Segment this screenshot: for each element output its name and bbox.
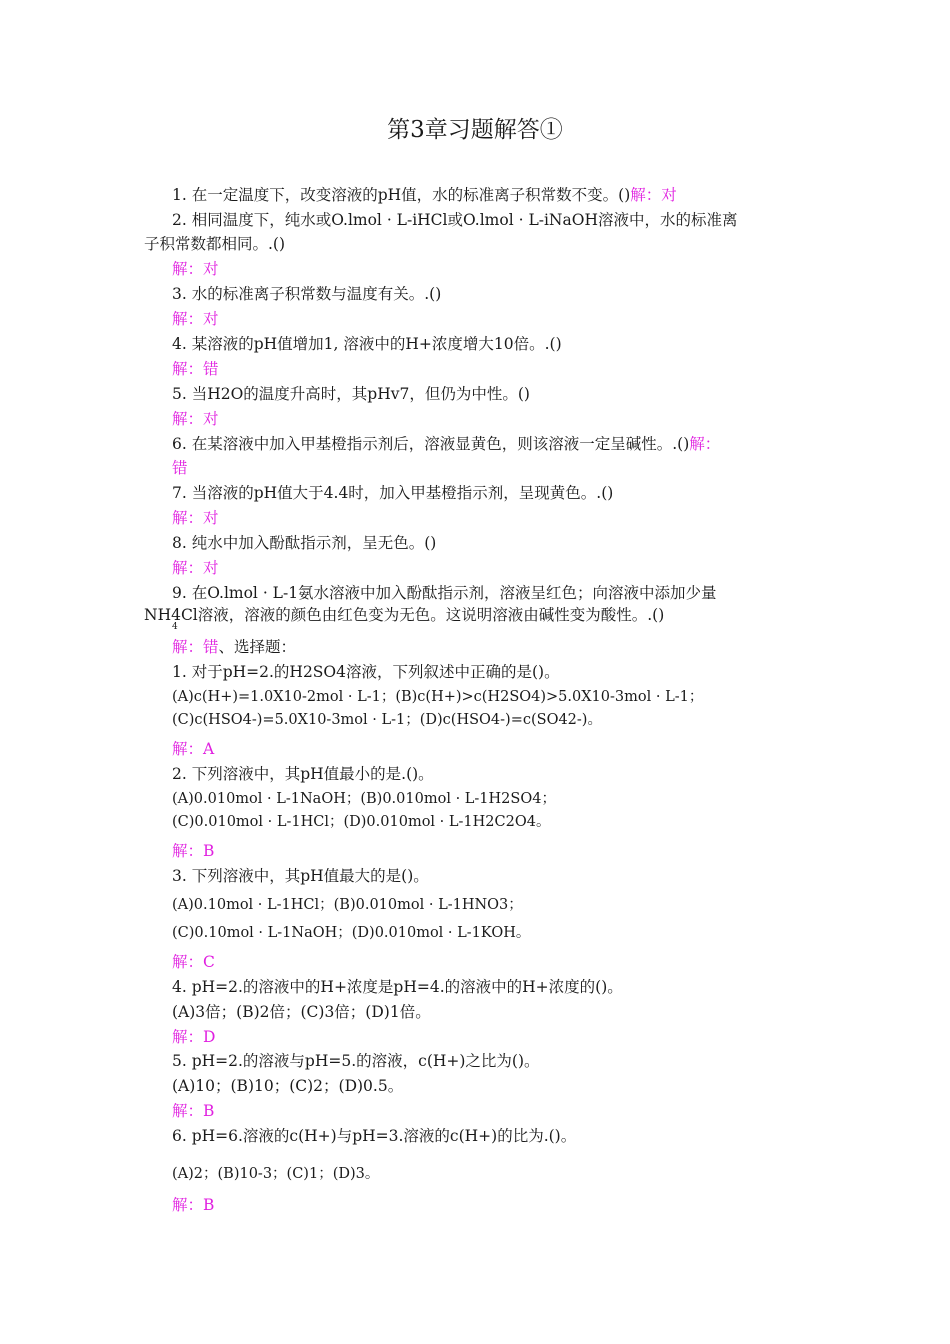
question-text: 5. 当H2O的温度升高时，其pHv7，但仍为中性。() [172, 385, 530, 403]
question-text: 7. 当溶液的pH值大于4.4时，加入甲基橙指示剂，呈现黄色。.() [172, 484, 614, 502]
answer-text: 解：D [172, 1028, 216, 1046]
option-line: (A)c(H+)=1.0X10-2mol · L-1；(B)c(H+)>c(H2SO4)>5.0X10-3mol · L-1； [172, 689, 704, 705]
answer-text: 解： [689, 435, 721, 453]
section-heading-multiple-choice: 、选择题： [218, 638, 297, 656]
option-line: (A)10；(B)10；(C)2；(D)0.5。 [172, 1077, 404, 1095]
answer-text: 解：C [172, 953, 215, 971]
answer-text: 解：对 [172, 559, 219, 577]
question-text: 8. 纯水中加入酚酞指示剂，呈无色。() [172, 534, 437, 552]
option-line: (C)c(HSO4-)=5.0X10-3mol · L-1；(D)c(HSO4-)=c(SO42-)。 [172, 712, 602, 728]
answer-text: 解：对 [172, 509, 219, 527]
option-line: (A)0.10mol · L-1HCl；(B)0.010mol · L-1HNO3； [172, 897, 523, 913]
answer-text: 解：B [172, 842, 215, 860]
answer-text: 错 [172, 459, 188, 477]
subscript-mark: 4 [172, 622, 178, 632]
question-text: 2. 相同温度下，纯水或O.lmol · L-iHCl或O.lmol · L-iNaOH溶液中，水的标准离 [172, 211, 738, 229]
answer-text: 解：对 [172, 260, 219, 278]
answer-text: 解：A [172, 740, 215, 758]
question-text: 3. 水的标准离子积常数与温度有关。.() [172, 285, 442, 303]
answer-text: 解：B [172, 1102, 215, 1120]
answer-text: 解：错 [172, 638, 219, 656]
question-text: 2. 下列溶液中，其pH值最小的是.()。 [172, 765, 434, 783]
option-line: (A)2；(B)10-3；(C)1；(D)3。 [172, 1166, 380, 1182]
page-title: 第3章习题解答① [387, 117, 563, 143]
answer-text: 解：对 [172, 310, 219, 328]
question-text: 3. 下列溶液中，其pH值最大的是()。 [172, 867, 429, 885]
question-text: 5. pH=2.的溶液与pH=5.的溶液，c(H+)之比为()。 [172, 1052, 540, 1070]
option-line: (C)0.010mol · L-1HCl；(D)0.010mol · L-1H2C2O4。 [172, 814, 551, 830]
question-text: 子积常数都相同。.() [144, 235, 286, 253]
option-line: (A)0.010mol · L-1NaOH；(B)0.010mol · L-1H2SO4； [172, 791, 556, 807]
answer-text: 解：错 [172, 360, 219, 378]
answer-and-section [172, 636, 296, 658]
option-line: (C)0.10mol · L-1NaOH；(D)0.010mol · L-1KOH。 [172, 925, 531, 941]
question-text: NH4Cl溶液，溶液的颜色由红色变为无色。这说明溶液由碱性变为酸性。.() [144, 606, 665, 624]
question-text: 9. 在O.lmol · L-1氨水溶液中加入酚酞指示剂，溶液呈红色；向溶液中添加少量 [172, 584, 717, 602]
question-text: 6. 在某溶液中加入甲基橙指示剂后，溶液显黄色，则该溶液一定呈碱性。.()解： [172, 435, 721, 453]
answer-text: 解：对 [630, 186, 677, 204]
answer-text: 解：对 [172, 410, 219, 428]
question-text: 1. 对于pH=2.的H2SO4溶液，下列叙述中正确的是()。 [172, 663, 560, 681]
question-text: 6. pH=6.溶液的c(H+)与pH=3.溶液的c(H+)的比为.()。 [172, 1127, 577, 1145]
answer-text: 解：B [172, 1196, 215, 1214]
question-text: 1. 在一定温度下，改变溶液的pH值，水的标准离子积常数不变。()解：对 [172, 186, 677, 204]
option-line: (A)3倍；(B)2倍；(C)3倍；(D)1倍。 [172, 1003, 431, 1021]
question-text: 4. 某溶液的pH值增加1, 溶液中的H+浓度增大10倍。.() [172, 335, 562, 353]
question-text: 4. pH=2.的溶液中的H+浓度是pH=4.的溶液中的H+浓度的()。 [172, 978, 623, 996]
